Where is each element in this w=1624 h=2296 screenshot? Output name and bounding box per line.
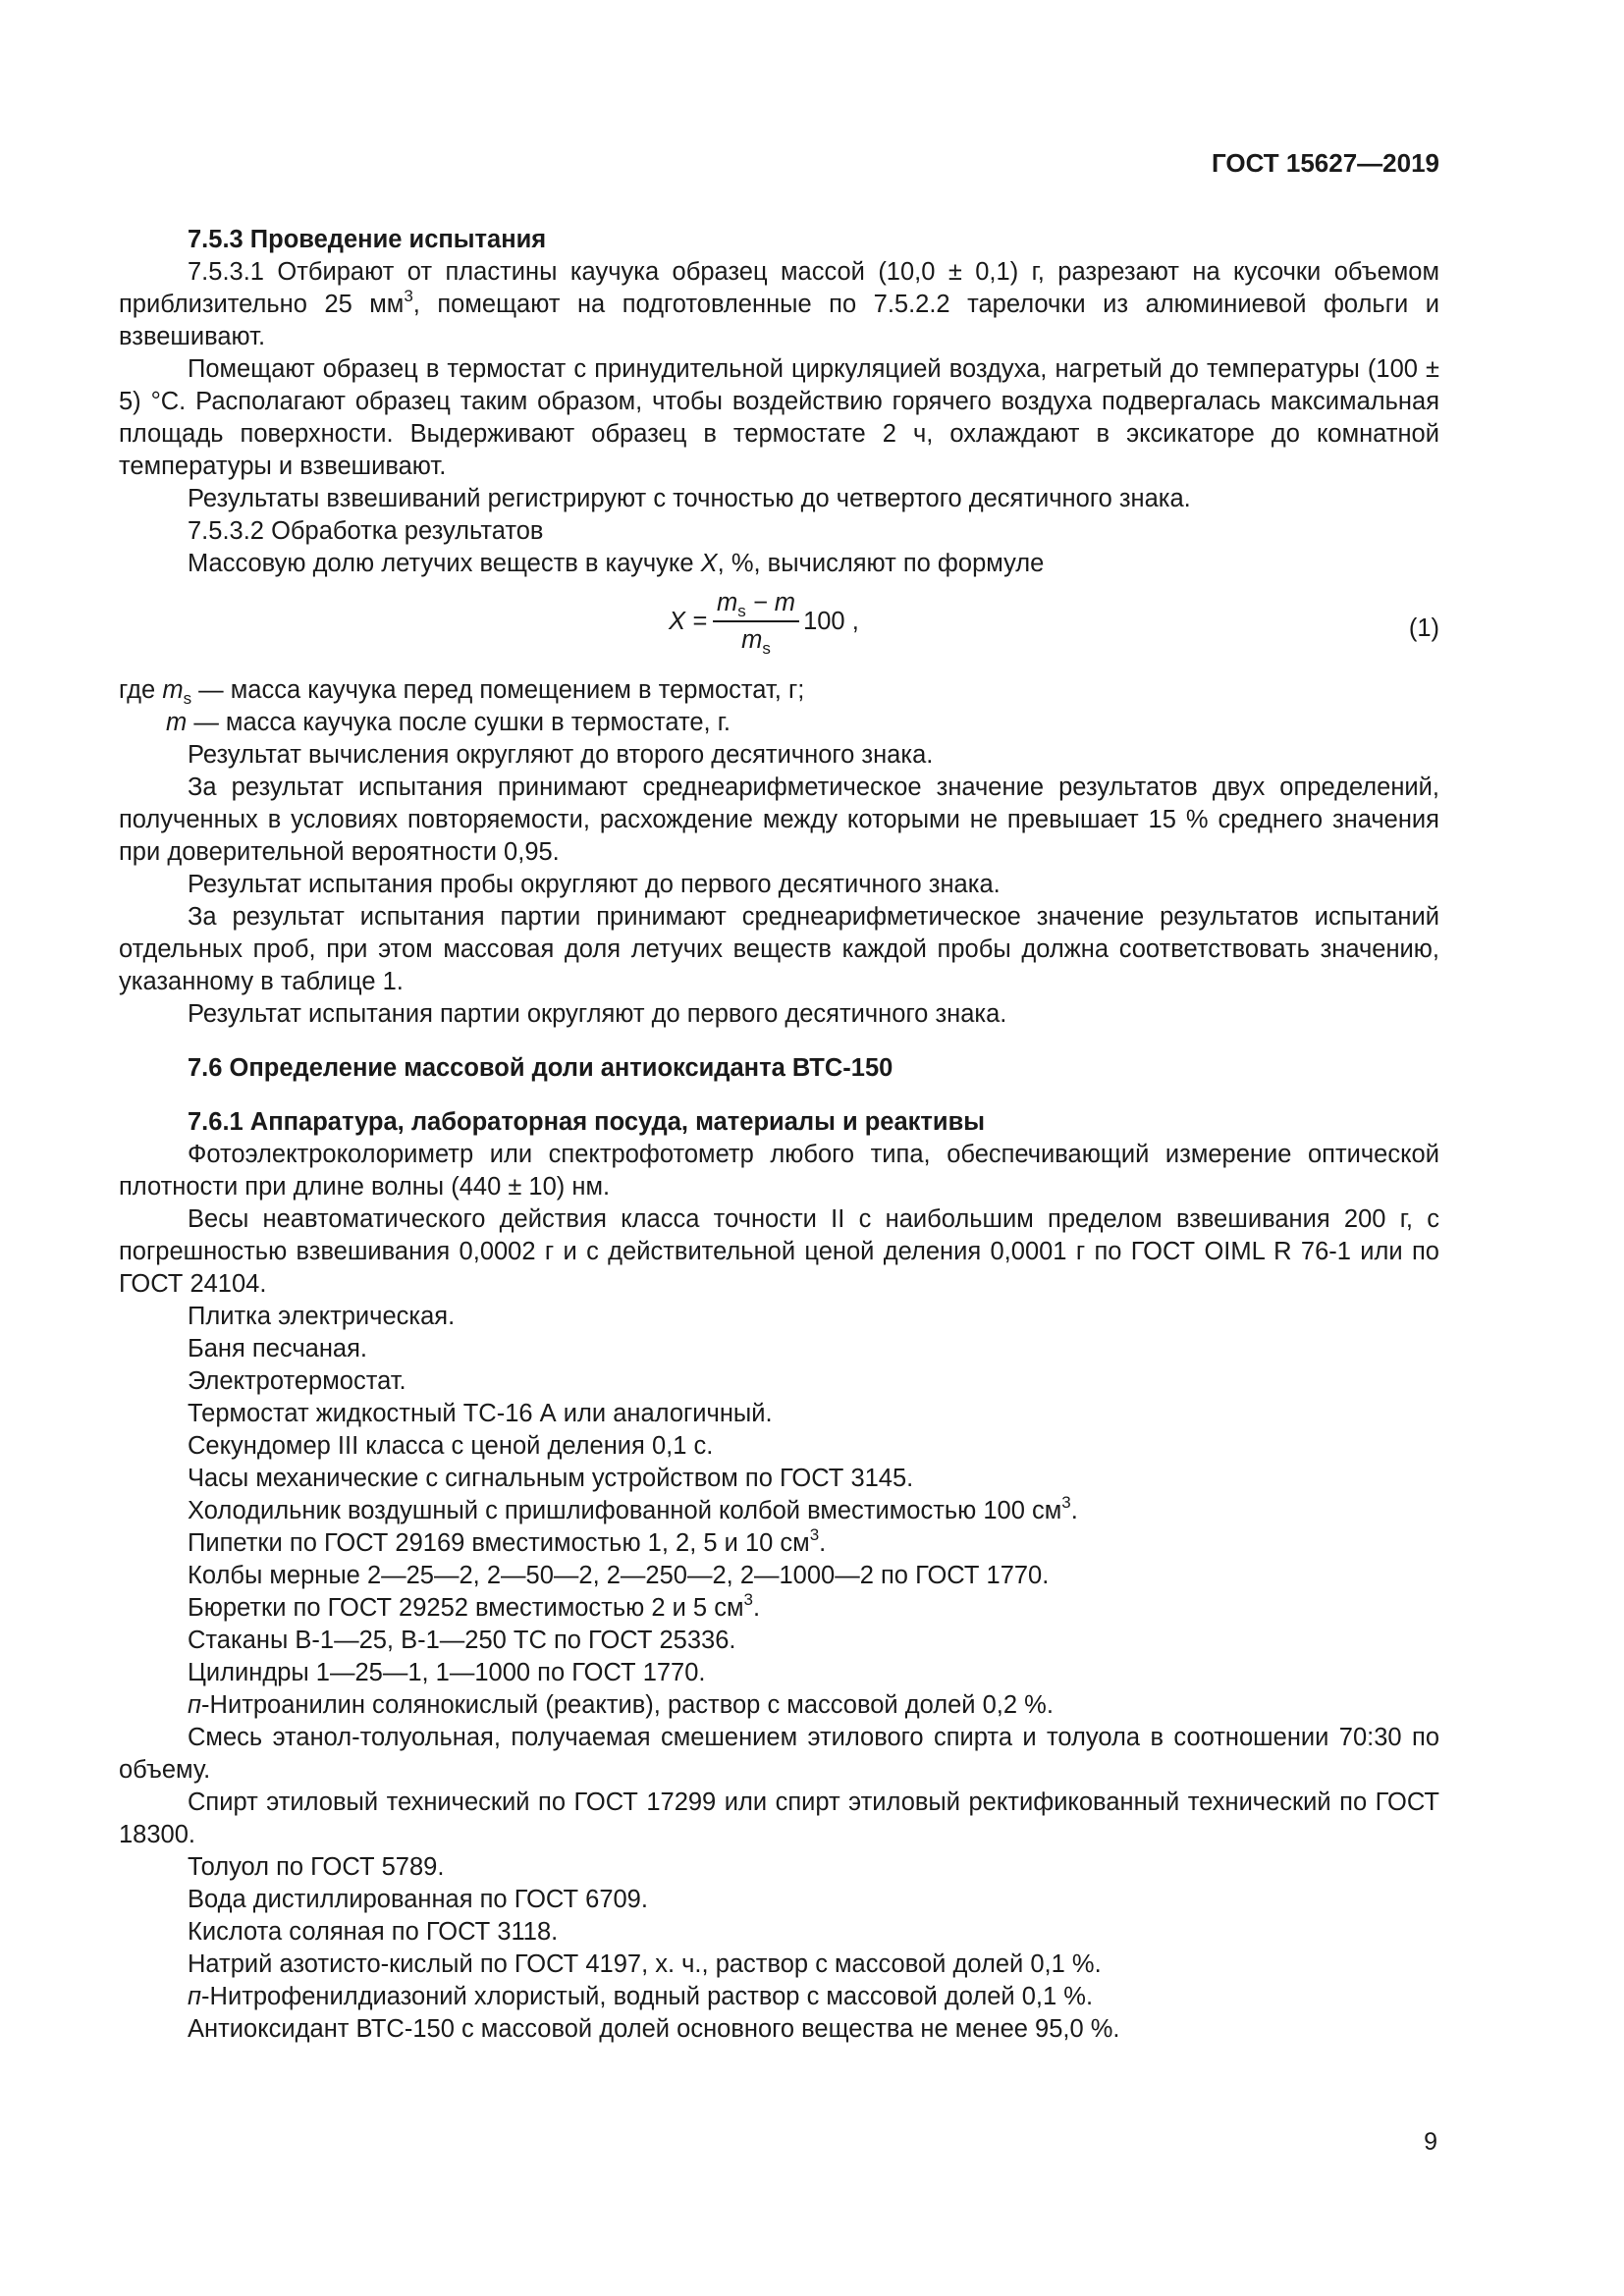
variable-x: X: [700, 550, 718, 577]
list-item: Цилиндры 1—25—1, 1—1000 по ГОСТ 1770.: [188, 1659, 706, 1686]
list-item: Натрий азотисто-кислый по ГОСТ 4197, х. ч., раствор с массовой долей 0,1 %.: [188, 1950, 1102, 1978]
variable-m: m: [166, 709, 188, 736]
subscript: s: [737, 602, 746, 620]
list-item: [119, 1592, 1439, 1625]
where-text: — масса каучука перед помещением в термостат, г;: [191, 676, 805, 704]
formula-factor: 100 ,: [803, 607, 859, 635]
list-item: Кислота соляная по ГОСТ 3118.: [188, 1918, 559, 1946]
list-item: Электротермостат.: [188, 1367, 406, 1395]
section-7-5-3-heading: 7.5.3 Проведение испытания: [188, 226, 547, 253]
paragraph-text: Массовую долю летучих веществ в каучуке: [188, 550, 701, 577]
list-item: Термостат жидкостный ТС-16 А или аналогичный.: [188, 1400, 773, 1427]
list-item: Секундомер III класса с ценой деления 0,1 с.: [188, 1432, 714, 1460]
section-7-6-1-heading: 7.6.1 Аппаратура, лабораторная посуда, материалы и реактивы: [188, 1108, 986, 1136]
list-item: Часы механические с сигнальным устройством по ГОСТ 3145.: [188, 1465, 914, 1492]
paragraph-thermostat: Помещают образец в термостат с принудительной циркуляцией воздуха, нагретый до температуры (100 ± 5) °C. Располагают образец таким образом, чтобы воздействию горячего воздуха подвергалась максимальная площадь поверхности. Выдерживают образец в термостате 2 ч, охлаждают в эксикаторе до комнатной температуры и взвешивают.: [119, 355, 1439, 480]
subscript: s: [183, 689, 192, 708]
formula-fraction: [713, 588, 799, 658]
numerator-rest: − m: [745, 589, 796, 616]
formula-block: [119, 582, 1439, 670]
superscript: 3: [743, 1590, 753, 1609]
paragraph-photometer: Фотоэлектроколориметр или спектрофотометр любого типа, обеспечивающий измерение оптической плотности при длине волны (440 ± 10) нм.: [119, 1141, 1439, 1201]
list-item: Стаканы В-1—25, В-1—250 ТС по ГОСТ 25336.: [188, 1627, 736, 1654]
list-item: [119, 1981, 1439, 2013]
formula-1: [669, 588, 859, 658]
list-item: Колбы мерные 2—25—2, 2—50—2, 2—250—2, 2—1000—2 по ГОСТ 1770.: [188, 1562, 1050, 1589]
item-text: -Нитроанилин солянокислый (реактив), раствор с массовой долей 0,2 %.: [201, 1691, 1054, 1719]
italic-prefix: п: [188, 1691, 202, 1719]
fraction-numerator: [713, 588, 799, 620]
variable-m: m: [717, 589, 738, 616]
list-item: Баня песчаная.: [188, 1335, 367, 1362]
paragraph-rounding-2: Результат вычисления округляют до второго десятичного знака.: [188, 741, 934, 769]
paragraph-7-5-3-1: [119, 256, 1439, 353]
variable-m: m: [741, 626, 763, 654]
superscript: 3: [809, 1525, 820, 1544]
item-text: Холодильник воздушный с пришлифованной колбой вместимостью 100 см: [188, 1497, 1062, 1524]
list-item: [119, 1495, 1439, 1527]
paragraph-weighing-precision: Результаты взвешиваний регистрируют с точностью до четвертого десятичного знака.: [188, 485, 1191, 512]
list-item: Спирт этиловый технический по ГОСТ 17299 или спирт этиловый ректификованный технический по ГОСТ 18300.: [119, 1789, 1439, 1848]
page-number: 9: [1424, 2128, 1437, 2156]
paragraph-text: , помещают на подготовленные по 7.5.2.2 тарелочки из алюминиевой фольги и взвешивают.: [119, 291, 1439, 350]
where-line-m: [119, 707, 1439, 739]
list-item: Толуол по ГОСТ 5789.: [188, 1853, 445, 1881]
section-7-6-heading: 7.6 Определение массовой доли антиоксиданта ВТС-150: [188, 1054, 893, 1082]
fraction-denominator: [737, 622, 775, 658]
paragraph-text: , %, вычисляют по формуле: [717, 550, 1045, 577]
equation-number: (1): [1408, 614, 1439, 642]
where-text: — масса каучука после сушки в термостате, г.: [187, 709, 731, 736]
paragraph-formula-intro: [119, 548, 1439, 580]
item-text: -Нитрофенилдиазоний хлористый, водный раствор с массовой долей 0,1 %.: [201, 1983, 1094, 2010]
document-id-header: ГОСТ 15627—2019: [1212, 148, 1439, 178]
paragraph-batch-result: За результат испытания партии принимают среднеарифметическое значение результатов испытаний отдельных проб, при этом массовая доля летучих веществ каждой пробы должна соответствовать значению, указанному в таблице 1.: [119, 903, 1439, 995]
formula-lhs: X =: [669, 607, 707, 635]
where-prefix: где: [119, 676, 163, 704]
list-item: Плитка электрическая.: [188, 1303, 456, 1330]
item-text: Пипетки по ГОСТ 29169 вместимостью 1, 2, 5 и 10 см: [188, 1529, 810, 1557]
list-item: [119, 1689, 1439, 1722]
paragraph-test-result: За результат испытания принимают среднеарифметическое значение результатов двух определений, полученных в условиях повторяемости, расхождение между которыми не превышает 15 % среднего значения при доверительной вероятности 0,95.: [119, 774, 1439, 866]
paragraph-text: 7.5.3.1 Отбирают от пластины каучука образец массой (10,0 ± 0,1) г, разрезают на кусочки объемом приблизительно 25 мм: [119, 258, 1439, 318]
variable-m: m: [162, 676, 184, 704]
paragraph-batch-rounding: Результат испытания партии округляют до первого десятичного знака.: [188, 1000, 1007, 1028]
item-text: .: [819, 1529, 827, 1557]
superscript: 3: [1061, 1493, 1071, 1512]
document-body: [119, 224, 1439, 2046]
where-line-ms: [119, 674, 1439, 707]
list-item: Смесь этанол-толуольная, получаемая смешением этилового спирта и толуола в соотношении 70:30 по объему.: [119, 1724, 1439, 1784]
item-text: .: [752, 1594, 761, 1622]
list-item: Антиоксидант ВТС-150 с массовой долей основного вещества не менее 95,0 %.: [188, 2015, 1120, 2043]
italic-prefix: п: [188, 1983, 202, 2010]
subscript: s: [762, 639, 771, 658]
item-text: Бюретки по ГОСТ 29252 вместимостью 2 и 5 см: [188, 1594, 744, 1622]
list-item: [119, 1527, 1439, 1560]
paragraph-sample-rounding: Результат испытания пробы округляют до первого десятичного знака.: [188, 871, 1001, 898]
paragraph-7-5-3-2: 7.5.3.2 Обработка результатов: [188, 517, 544, 545]
item-text: .: [1070, 1497, 1078, 1524]
paragraph-scales: Весы неавтоматического действия класса точности II с наибольшим пределом взвешивания 200 г, с погрешностью взвешивания 0,0002 г и с действительной ценой деления 0,0001 г по ГОСТ OIML R 76-1 или по ГОСТ 24104.: [119, 1205, 1439, 1298]
superscript: 3: [404, 287, 413, 305]
list-item: Вода дистиллированная по ГОСТ 6709.: [188, 1886, 648, 1913]
